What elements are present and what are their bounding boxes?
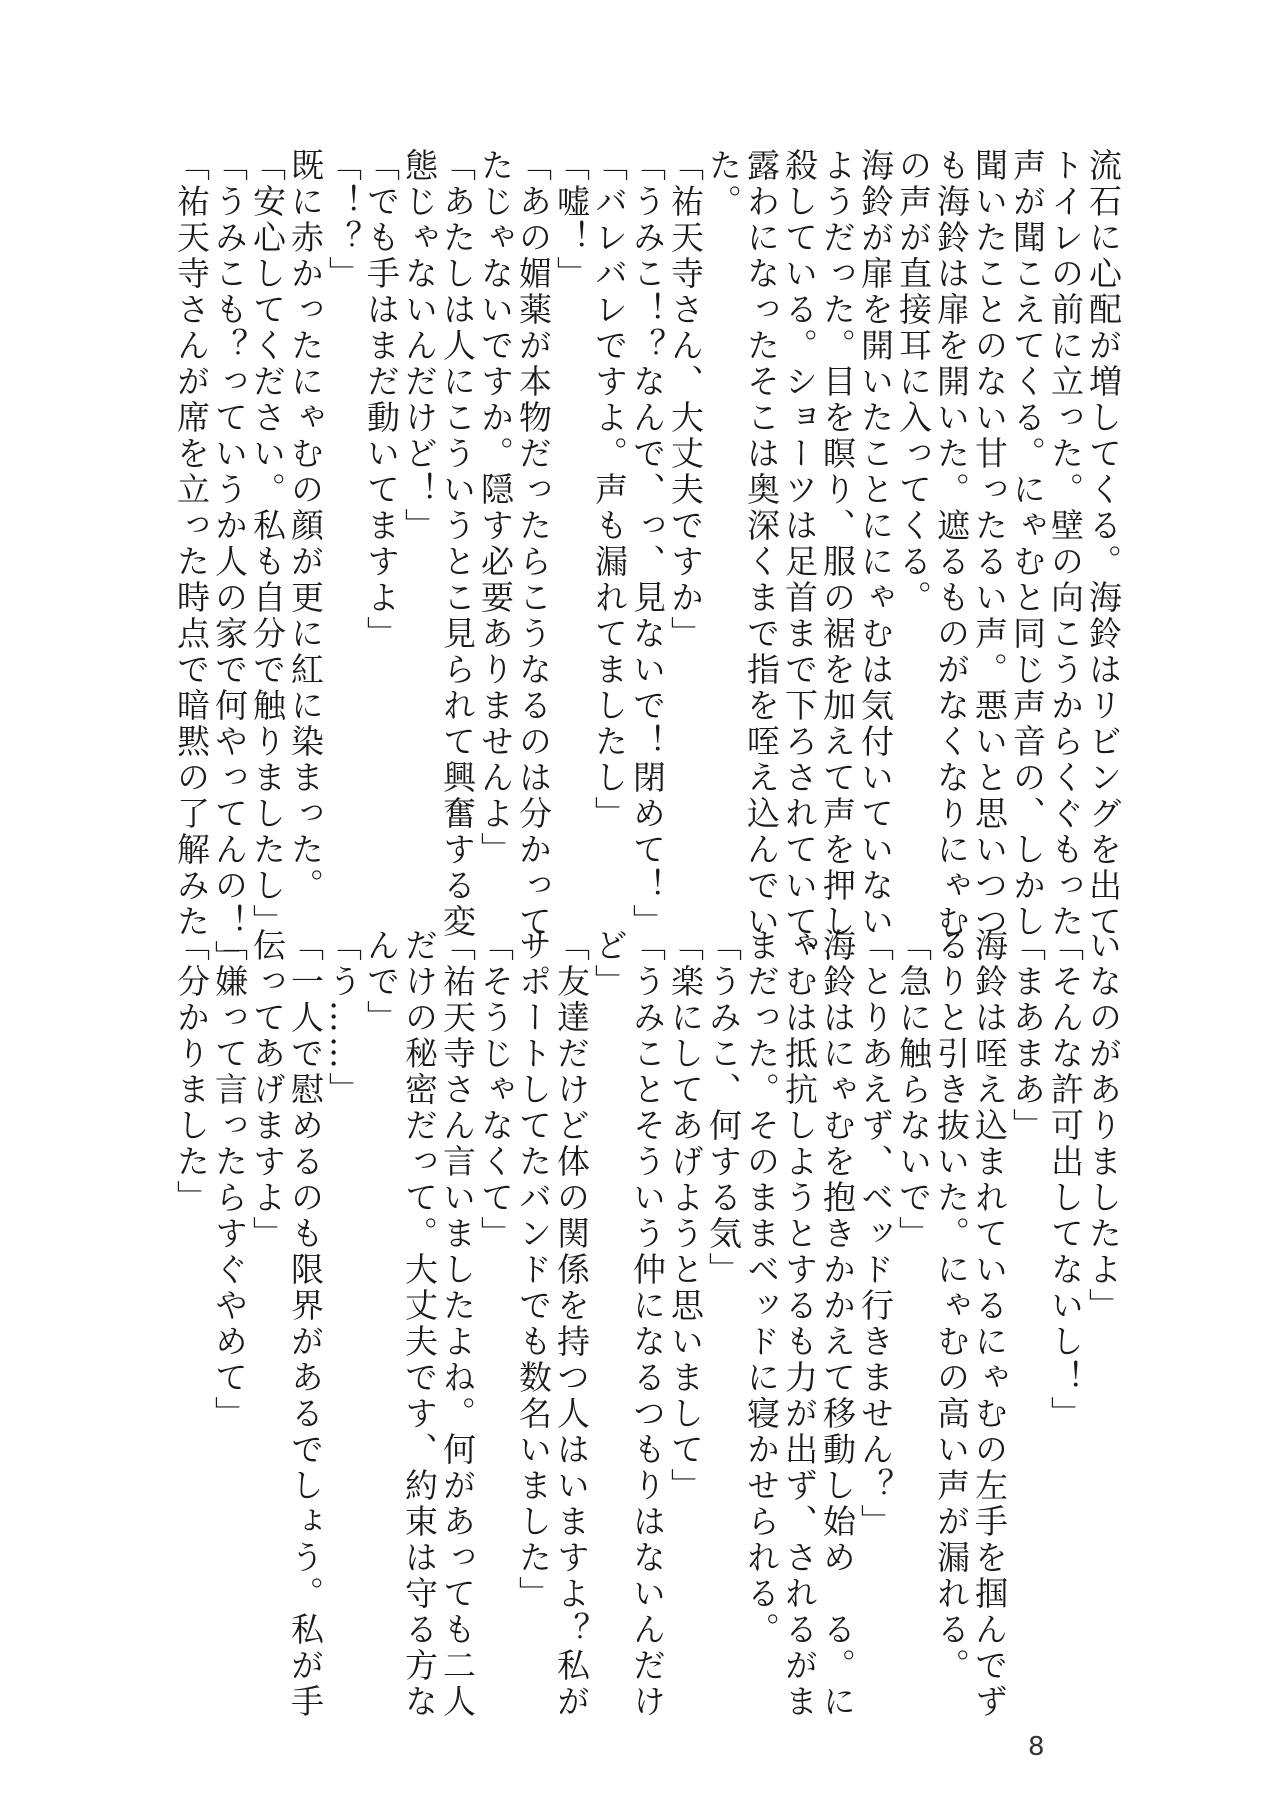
text-column: たじゃないですか。隠す必要ありませんよ」 xyxy=(476,148,515,868)
text-column: 海鈴はにゃむを抱きかかえて移動し始め る。に xyxy=(818,928,857,1720)
text-column: の声が直接耳に入ってくる。 xyxy=(894,148,933,616)
text-column: た。 xyxy=(704,148,743,220)
text-column: んで」 xyxy=(362,928,401,1036)
text-block-top xyxy=(172,148,1123,976)
text-column: 露わになったそこは奥深くまで指を咥え込んでい xyxy=(742,148,781,940)
text-column: 「分かりました」 xyxy=(172,928,211,1216)
text-column: サポートしてたバンドでも数名いました」 xyxy=(514,928,553,1612)
text-column: 流石に心配が増してくる。海鈴はリビングを出て xyxy=(1084,148,1123,940)
text-column: 「あの媚薬が本物だったらこうなるのは分かって xyxy=(514,148,553,940)
text-column: ようだった。目を瞑り、服の裾を加えて声を押し xyxy=(818,148,857,940)
text-column: 「祐天寺さん、大丈夫ですか」 xyxy=(666,148,705,652)
text-column: 「一人で慰めるのも限界があるでしょう。私が手 xyxy=(286,928,325,1720)
text-column: 「祐天寺さん言いましたよね。何があっても二人 xyxy=(438,928,477,1720)
text-column: 「うみこ！？なんで、っ、見ないで！閉めて！」 xyxy=(628,148,667,940)
text-column: 「そうじゃなくて」 xyxy=(476,928,515,1252)
text-column: 「うみこも？っていうか人の家で何やってんの！」 xyxy=(210,148,249,976)
text-column: 「うみこ、何する気」 xyxy=(704,928,743,1288)
text-column: 「友達だけど体の関係を持つ人はいますよ？私が xyxy=(552,928,591,1720)
text-column: 「安心してください。私も自分で触りましたし」 xyxy=(248,148,287,940)
text-column: 「嫌って言ったらすぐやめて」 xyxy=(210,928,249,1432)
text-column: 「あたしは人にこういうとこ見られて興奮する変 xyxy=(438,148,477,940)
text-column: 「急に触らないで」 xyxy=(894,928,933,1252)
text-column: 伝ってあげますよ」 xyxy=(248,928,287,1252)
text-column: 聞いたことのない甘ったるい声。悪いと思いつつ xyxy=(970,148,1009,940)
text-column: いなのがありましたよ」 xyxy=(1084,928,1123,1324)
page-number: 8 xyxy=(1028,1732,1045,1762)
text-column: だけの秘密だって。大丈夫です、約束は守る方な xyxy=(400,928,439,1720)
text-column: 態じゃないんだけど！」 xyxy=(400,148,439,544)
text-block-bottom xyxy=(172,928,1123,1720)
text-column: 「とりあえず、ベッド行きません？」 xyxy=(856,928,895,1540)
text-column: 海鈴が扉を開いたことににゃむは気付いていない xyxy=(856,148,895,940)
text-column: ど」 xyxy=(590,928,629,1000)
text-column: 既に赤かったにゃむの顔が更に紅に染まった。 xyxy=(286,148,325,904)
text-column: 「でも手はまだ動いてますよ」 xyxy=(362,148,401,652)
text-column: 「嘘！」 xyxy=(552,148,591,292)
text-column: も海鈴は扉を開いた。遮るものがなくなりにゃむ xyxy=(932,148,971,940)
text-column: ゃむは抵抗しようとするも力が出ず、されるがま xyxy=(780,928,819,1720)
text-column: 「楽にしてあげようと思いまして」 xyxy=(666,928,705,1504)
text-column: 殺している。ショーツは足首まで下ろされていて、 xyxy=(780,148,819,976)
text-column: 海鈴は咥え込まれているにゃむの左手を掴んでず xyxy=(970,928,1009,1720)
text-column: 「まあまあ」 xyxy=(1008,928,1047,1144)
text-column: まだった。そのままベッドに寝かせられる。 xyxy=(742,928,781,1648)
text-column: るりと引き抜いた。にゃむの高い声が漏れる。 xyxy=(932,928,971,1684)
text-column: トイレの前に立った。壁の向こうからくぐもった xyxy=(1046,148,1085,940)
text-column: 「！？」 xyxy=(324,148,363,292)
text-column: 「う……」 xyxy=(324,928,363,1108)
text-column: 「うみことそういう仲になるつもりはないんだけ xyxy=(628,928,667,1720)
text-column: 「祐天寺さんが席を立った時点で暗黙の了解みた xyxy=(172,148,211,940)
text-column: 声が聞こえてくる。にゃむと同じ声音の、しかし xyxy=(1008,148,1047,940)
text-column: 「そんな許可出してないし！」 xyxy=(1046,928,1085,1432)
text-column: 「バレバレですよ。声も漏れてましたし」 xyxy=(590,148,629,832)
